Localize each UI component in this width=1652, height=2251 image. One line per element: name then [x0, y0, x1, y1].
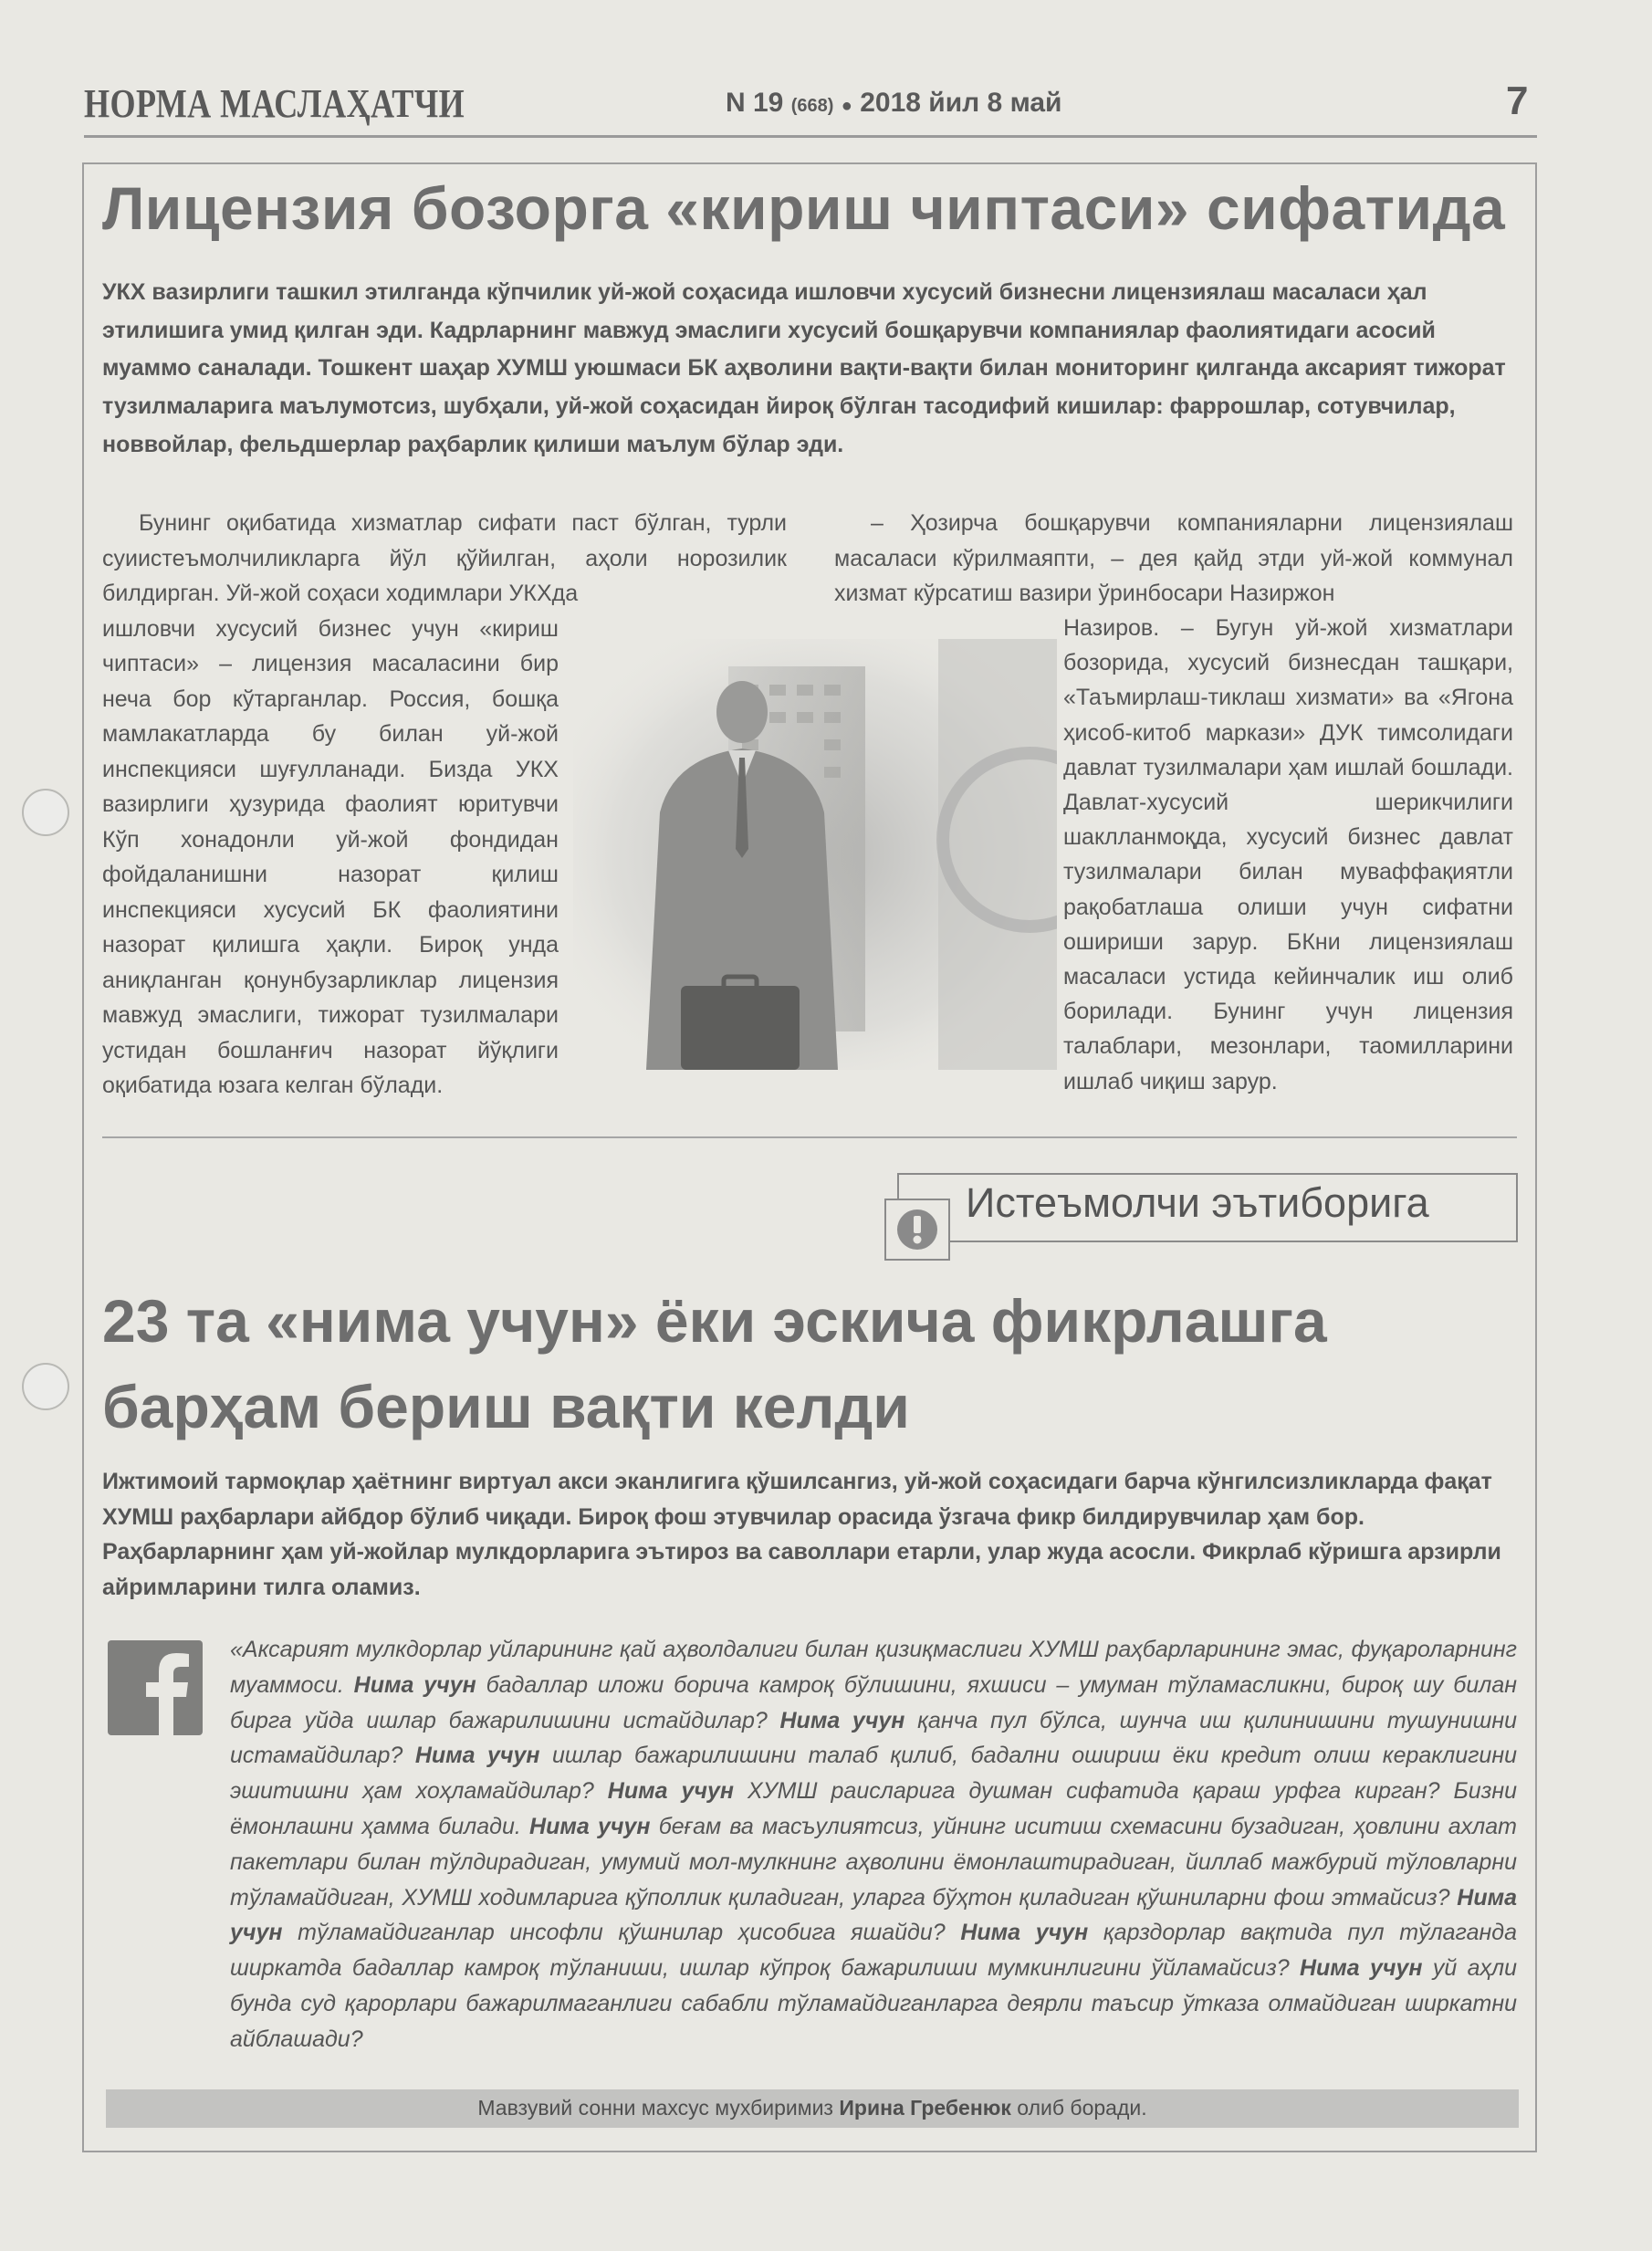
quote-intro: «Аксарият мулкдорлар уйларининг қай аҳволдалиги билан қизиқмаслиги ХУМШ раҳбарларининг эмас, фуқароларнинг муаммоси.	[230, 1637, 1517, 1698]
quote-q5: беғам ва масъулиятсиз, уйнинг иситиш схемасини бузадиган, ҳовлини ахлат пакетлари билан тўлдирадиган, умумий мол-мулкнинг аҳволини ёмонлаштирадиган, йиллаб мажбурий тўловларни тўламайдиган, ХУМШ ходимларига қўполлик қиладиган, уларга бўҳтон қиладиган қўшниларни фош этмайсиз?	[230, 1813, 1517, 1911]
footer-text-after: олиб боради.	[1017, 2096, 1147, 2120]
punch-hole-top	[22, 789, 69, 836]
rubric-label: Истеъмолчи эътиборига	[966, 1179, 1429, 1226]
why-7: Нима учун	[960, 1920, 1089, 1946]
article2-title-line1: 23 та «нима учун» ёки эскича фикрлашга	[102, 1287, 1327, 1355]
article2-title	[102, 1278, 1526, 1450]
issue-number: N 19	[726, 88, 784, 118]
quote-q6: тўламайдиганлар инсофли қўшнилар ҳисобига яшайди?	[298, 1920, 946, 1946]
why-1: Нима учун	[353, 1671, 476, 1698]
section-divider	[102, 1136, 1517, 1138]
quote-q8: уй аҳли бунда суд қарорлари бажарилмаганлиги сабабли тўламайдиганларга деярли таъсир ўтказа олмайдиган ширкатни айблашади?	[230, 1955, 1517, 2052]
article1-col2-wrap: Назиров. – Бугун уй-жой хизматлари бозорида, хусусий бизнесдан ташқари, «Таъмирлаш-тиклаш хизмати» ва «Ягона ҳисоб-китоб маркази» ДУК тимсолидаги давлат тузилмалари ҳам ишлай бошлади. Давлат-хусусий шерикчилиги шаклланмоқда, хусусий бизнес давлат тузилмалари билан муваффақиятли рақобатлаша олиши учун сифатни ошириши зарур. БКни лицензиялаш масаласи устида кейинчалик иш олиб борилади. Бунинг учун лицензия талаблари, мезонлари, таомилларини ишлаб чиқиш зарур.	[1063, 615, 1513, 1094]
article1-lead: УКХ вазирлиги ташкил этилганда кўпчилик уй-жой соҳасида ишловчи хусусий бизнесни лицензиялаш масаласи ҳал этилишига умид қилган эди. Кадрларнинг мавжуд эмаслиги хусусий бошқарувчи компаниялар фаолиятидаги асосий муаммо саналади. Тошкент шаҳар ХУМШ уюшмаси БК аҳволини вақти-вақти билан мониторинг қилганда аксарият тижорат тузилмаларига маълумотсиз, шубҳали, уй-жой соҳасидан йироқ бўлган тасодифий кишилар: фаррошлар, сотувчилар, новвойлар, фельдшерлар раҳбарлик қилиши маълум бўлар эди.	[102, 279, 1506, 457]
quote-q3: ишлар бажарилишини талаб қилиб, бадални ошириш ёки кредит олиш кераклигини эшитишни ҳам хоҳламайдилар?	[230, 1743, 1517, 1805]
quote-q7: қарздорлар вақтида пул тўлаганда ширкатда бадаллар камроқ тўланиши, ишлар кўпроқ бажарилиши мумкинлигини ўйламайсиз?	[230, 1920, 1517, 1982]
businessman-photo	[573, 639, 1057, 1070]
issue-bullet: ●	[841, 96, 852, 116]
exclamation-badge-icon	[884, 1198, 951, 1262]
header-rule	[84, 135, 1537, 138]
article1-col2-top	[834, 506, 1513, 612]
article1-title: Лицензия бозорга «кириш чиптаси» сифатида	[102, 174, 1506, 242]
footer-text-before: Мавзувий сонни махсус мухбиримиз	[477, 2096, 833, 2120]
why-4: Нима учун	[607, 1778, 734, 1805]
facebook-quote	[230, 1632, 1517, 2057]
quote-q4: ХУМШ раисларига душман сифатида қараш урфга кирган? Бизни ёмонлашни ҳамма билади.	[230, 1778, 1517, 1839]
page-number: 7	[1506, 79, 1529, 123]
why-6: Нима учун	[230, 1884, 1517, 1946]
article1-col1-wrap: ишловчи хусусий бизнес учун «кириш чиптаси» – лицензия масаласини бир неча бор кўтарганлар. Россия, бошқа мамлакатларда бу билан уй-жой инспекцияси шуғулланади. Бизда УКХ вазирлиги ҳузурида фаолият юритувчи Кўп хонадонли уй-жой фондидан фойдаланишни назорат қилиш инспекцияси хусусий БК фаолиятини назорат қилишга ҳақли. Бироқ унда аниқланган қонунбузарликлар лицензия мавжуд эмаслиги, тижорат тузилмалари устидан бошланғич назорат йўқлиги оқибатида юзага келган бўлади.	[102, 615, 559, 1098]
masthead: НОРМА МАСЛАҲАТЧИ	[84, 81, 465, 126]
footer-author: Ирина Гребенюк	[839, 2096, 1011, 2120]
why-5: Нима учун	[529, 1813, 651, 1839]
footer-credit	[106, 2096, 1519, 2120]
quote-q1: бадаллар иложи борича камроқ бўлишини, яхшиси – умуман тўламасликни, бироқ шу билан бирга уйда ишлар бажарилишини истайдилар?	[230, 1671, 1518, 1733]
issue-info	[726, 88, 1062, 119]
why-3: Нима учун	[414, 1743, 540, 1769]
quote-q2: қанча пул бўлса, шунча иш қилинишини тушунишни истамайдилар?	[230, 1707, 1517, 1769]
punch-hole-bottom	[22, 1363, 69, 1410]
why-2: Нима учун	[779, 1707, 905, 1733]
article2-title-line2: барҳам бериш вақти келди	[102, 1373, 910, 1440]
article1-col1-top: Бунинг оқибатида хизматлар сифати паст бўлган, турли суиистеъмолчиликларга йўл қўйилган, аҳоли норозилик билдирган. Уй-жой соҳаси ходимлари УКХда	[102, 510, 787, 606]
article1-col2-intro: – Ҳозирча бошқарувчи компанияларни лицензиялаш масаласи кўрилмаяпти, – дея қайд этди уй-жой коммунал хизмат кўрсатиш вазири ўринбосари Назиржон	[834, 510, 1513, 606]
facebook-icon	[108, 1640, 203, 1735]
issue-date: 2018 йил 8 май	[860, 88, 1062, 118]
article2-lead: Ижтимоий тармоқлар ҳаётнинг виртуал акси эканлигига қўшилсангиз, уй-жой соҳасидаги барча кўнгилсизликларда фақат ХУМШ раҳбарлари айбдор бўлиб чиқади. Бироқ фош этувчилар орасида ўзгача фикр билдирувчилар ҳам бор. Раҳбарларнинг ҳам уй-жойлар мулкдорларига эътироз ва саволлари етарли, улар жуда асосли. Фикрлаб кўришга арзирли айримларини тилга оламиз.	[102, 1469, 1501, 1600]
issue-total: (668)	[790, 96, 834, 116]
why-8: Нима учун	[1299, 1955, 1423, 1982]
